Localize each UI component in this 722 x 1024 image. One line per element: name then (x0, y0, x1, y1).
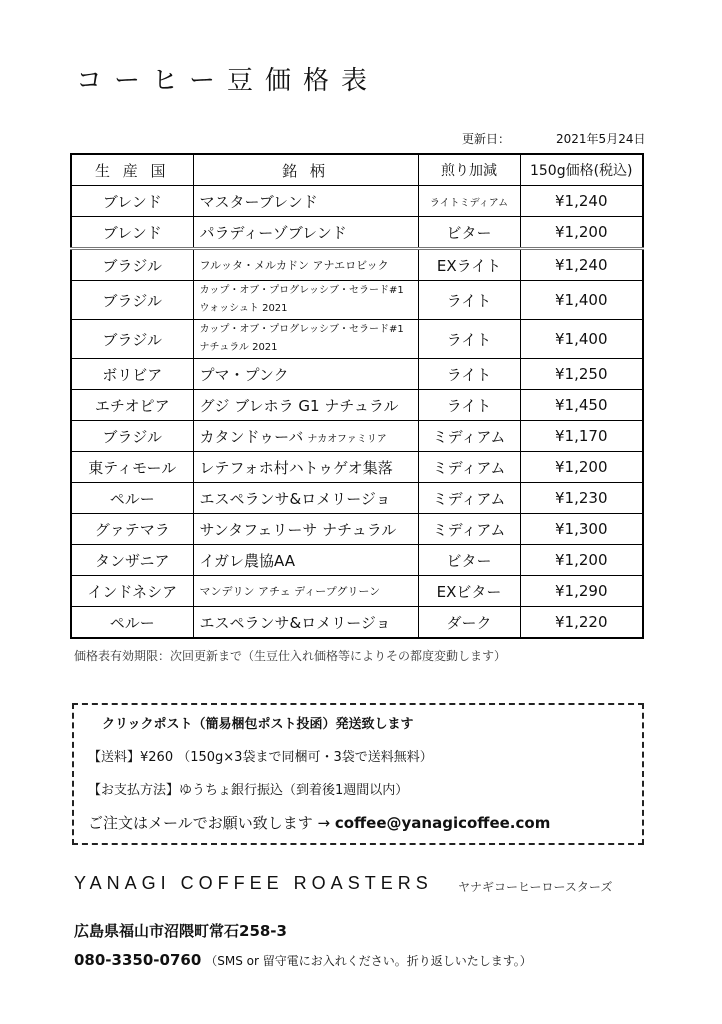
table-row (71, 359, 643, 390)
shipping-fee: 【送料】¥260 （150g×3袋まで同梱可・3袋で送料無料） (88, 750, 433, 765)
brand-cell (193, 320, 418, 359)
roast-cell: ミディアム (418, 452, 520, 483)
price-cell: ¥1,170 (520, 421, 643, 452)
brand-cell: イガレ農協AA (193, 545, 418, 576)
table-row (71, 249, 643, 281)
roast-cell: ミディアム (418, 514, 520, 545)
roast-cell: ビター (418, 217, 520, 249)
company-name: YANAGI COFFEE ROASTERS (74, 873, 433, 893)
table-row (71, 281, 643, 320)
roast-cell: ビター (418, 545, 520, 576)
origin-cell: ブレンド (71, 217, 193, 249)
price-cell: ¥1,230 (520, 483, 643, 514)
origin-cell: ブラジル (71, 249, 193, 281)
brand-cell: プマ・プンク (193, 359, 418, 390)
shipping-box (72, 703, 644, 845)
updated-label: 更新日： (462, 132, 511, 146)
header-brand: 銘 柄 (193, 154, 418, 186)
page-title: コーヒー豆価格表 (76, 66, 379, 96)
table-row (71, 186, 643, 217)
brand-cell: マンデリン アチェ ディープグリーン (193, 576, 418, 607)
table-row (71, 514, 643, 545)
origin-cell: ブラジル (71, 421, 193, 452)
header-roast: 煎り加減 (418, 154, 520, 186)
updated-date (462, 130, 645, 147)
roast-cell: ライトミディアム (418, 186, 520, 217)
origin-cell: グァテマラ (71, 514, 193, 545)
brand-cell: レテフォホ村ハトゥゲオ集落 (193, 452, 418, 483)
roast-cell: EXビター (418, 576, 520, 607)
phone-number[interactable]: 080-3350-0760 (74, 951, 202, 969)
brand-line-2: ウォッシュト 2021 (199, 303, 288, 314)
roast-cell: EXライト (418, 249, 520, 281)
origin-cell: ペルー (71, 607, 193, 639)
roast-cell: ライト (418, 390, 520, 421)
brand-cell: サンタフェリーサ ナチュラル (193, 514, 418, 545)
origin-cell: ペルー (71, 483, 193, 514)
price-cell: ¥1,250 (520, 359, 643, 390)
price-cell: ¥1,290 (520, 576, 643, 607)
price-cell: ¥1,200 (520, 452, 643, 483)
origin-cell: ボリビア (71, 359, 193, 390)
origin-cell: 東ティモール (71, 452, 193, 483)
roast-cell: ミディアム (418, 421, 520, 452)
origin-cell: ブラジル (71, 320, 193, 359)
validity-note: 価格表有効期限：次回更新まで（生豆仕入れ価格等によりその都度変動します） (74, 649, 507, 663)
brand-cell: グジ ブレホラ G1 ナチュラル (193, 390, 418, 421)
brand-main: カタンドゥーバ (199, 427, 304, 446)
payment-method: 【お支払方法】ゆうちょ銀行振込（到着後1週間以内） (88, 783, 409, 798)
price-cell: ¥1,300 (520, 514, 643, 545)
brand-cell: パラディーゾブレンド (193, 217, 418, 249)
price-cell: ¥1,240 (520, 186, 643, 217)
roast-cell: ミディアム (418, 483, 520, 514)
price-table (70, 153, 644, 639)
shipping-heading: クリックポスト（簡易梱包ポスト投函）発送致します (102, 717, 414, 732)
table-header-row (71, 154, 643, 186)
table-row (71, 390, 643, 421)
table-row (71, 483, 643, 514)
company-address: 広島県福山市沼隈町常石258-3 (74, 922, 287, 940)
table-row (71, 320, 643, 359)
origin-cell: ブレンド (71, 186, 193, 217)
table-row (71, 452, 643, 483)
table-row (71, 545, 643, 576)
price-cell: ¥1,450 (520, 390, 643, 421)
phone-note: （SMS or 留守電にお入れください。折り返しいたします。） (205, 954, 532, 968)
origin-cell: タンザニア (71, 545, 193, 576)
order-text: ご注文はメールでお願い致します → (88, 814, 331, 832)
roast-cell: ライト (418, 359, 520, 390)
company-kana: ヤナギコーヒーロースターズ (458, 880, 613, 894)
price-cell: ¥1,200 (520, 545, 643, 576)
updated-value: 2021年5月24日 (556, 132, 646, 146)
price-cell: ¥1,200 (520, 217, 643, 249)
brand-line-2: ナチュラル 2021 (199, 342, 278, 353)
table-row (71, 607, 643, 639)
table-row (71, 576, 643, 607)
roast-cell: ライト (418, 281, 520, 320)
roast-cell: ダーク (418, 607, 520, 639)
origin-cell: エチオピア (71, 390, 193, 421)
brand-cell (193, 281, 418, 320)
price-cell: ¥1,240 (520, 249, 643, 281)
brand-cell: エスペランサ&ロメリージョ (193, 483, 418, 514)
brand-line-1: カップ・オブ・プログレッシブ・セラード#1 (199, 324, 404, 335)
brand-cell: エスペランサ&ロメリージョ (193, 607, 418, 639)
company-phone (74, 951, 532, 969)
price-cell: ¥1,400 (520, 320, 643, 359)
origin-cell: インドネシア (71, 576, 193, 607)
email-link[interactable]: coffee@yanagicoffee.com (334, 814, 551, 832)
roast-cell: ライト (418, 320, 520, 359)
price-cell: ¥1,400 (520, 281, 643, 320)
table-row (71, 217, 643, 249)
order-line (88, 812, 628, 833)
brand-cell (193, 421, 418, 452)
origin-cell: ブラジル (71, 281, 193, 320)
header-origin: 生 産 国 (71, 154, 193, 186)
table-row (71, 421, 643, 452)
price-cell: ¥1,220 (520, 607, 643, 639)
brand-cell: フルッタ・メルカドン アナエロビック (193, 249, 418, 281)
brand-cell: マスターブレンド (193, 186, 418, 217)
header-price: 150g価格(税込) (520, 154, 643, 186)
brand-sub: ナカオファミリア (307, 433, 387, 445)
brand-line-1: カップ・オブ・プログレッシブ・セラード#1 (199, 285, 404, 296)
